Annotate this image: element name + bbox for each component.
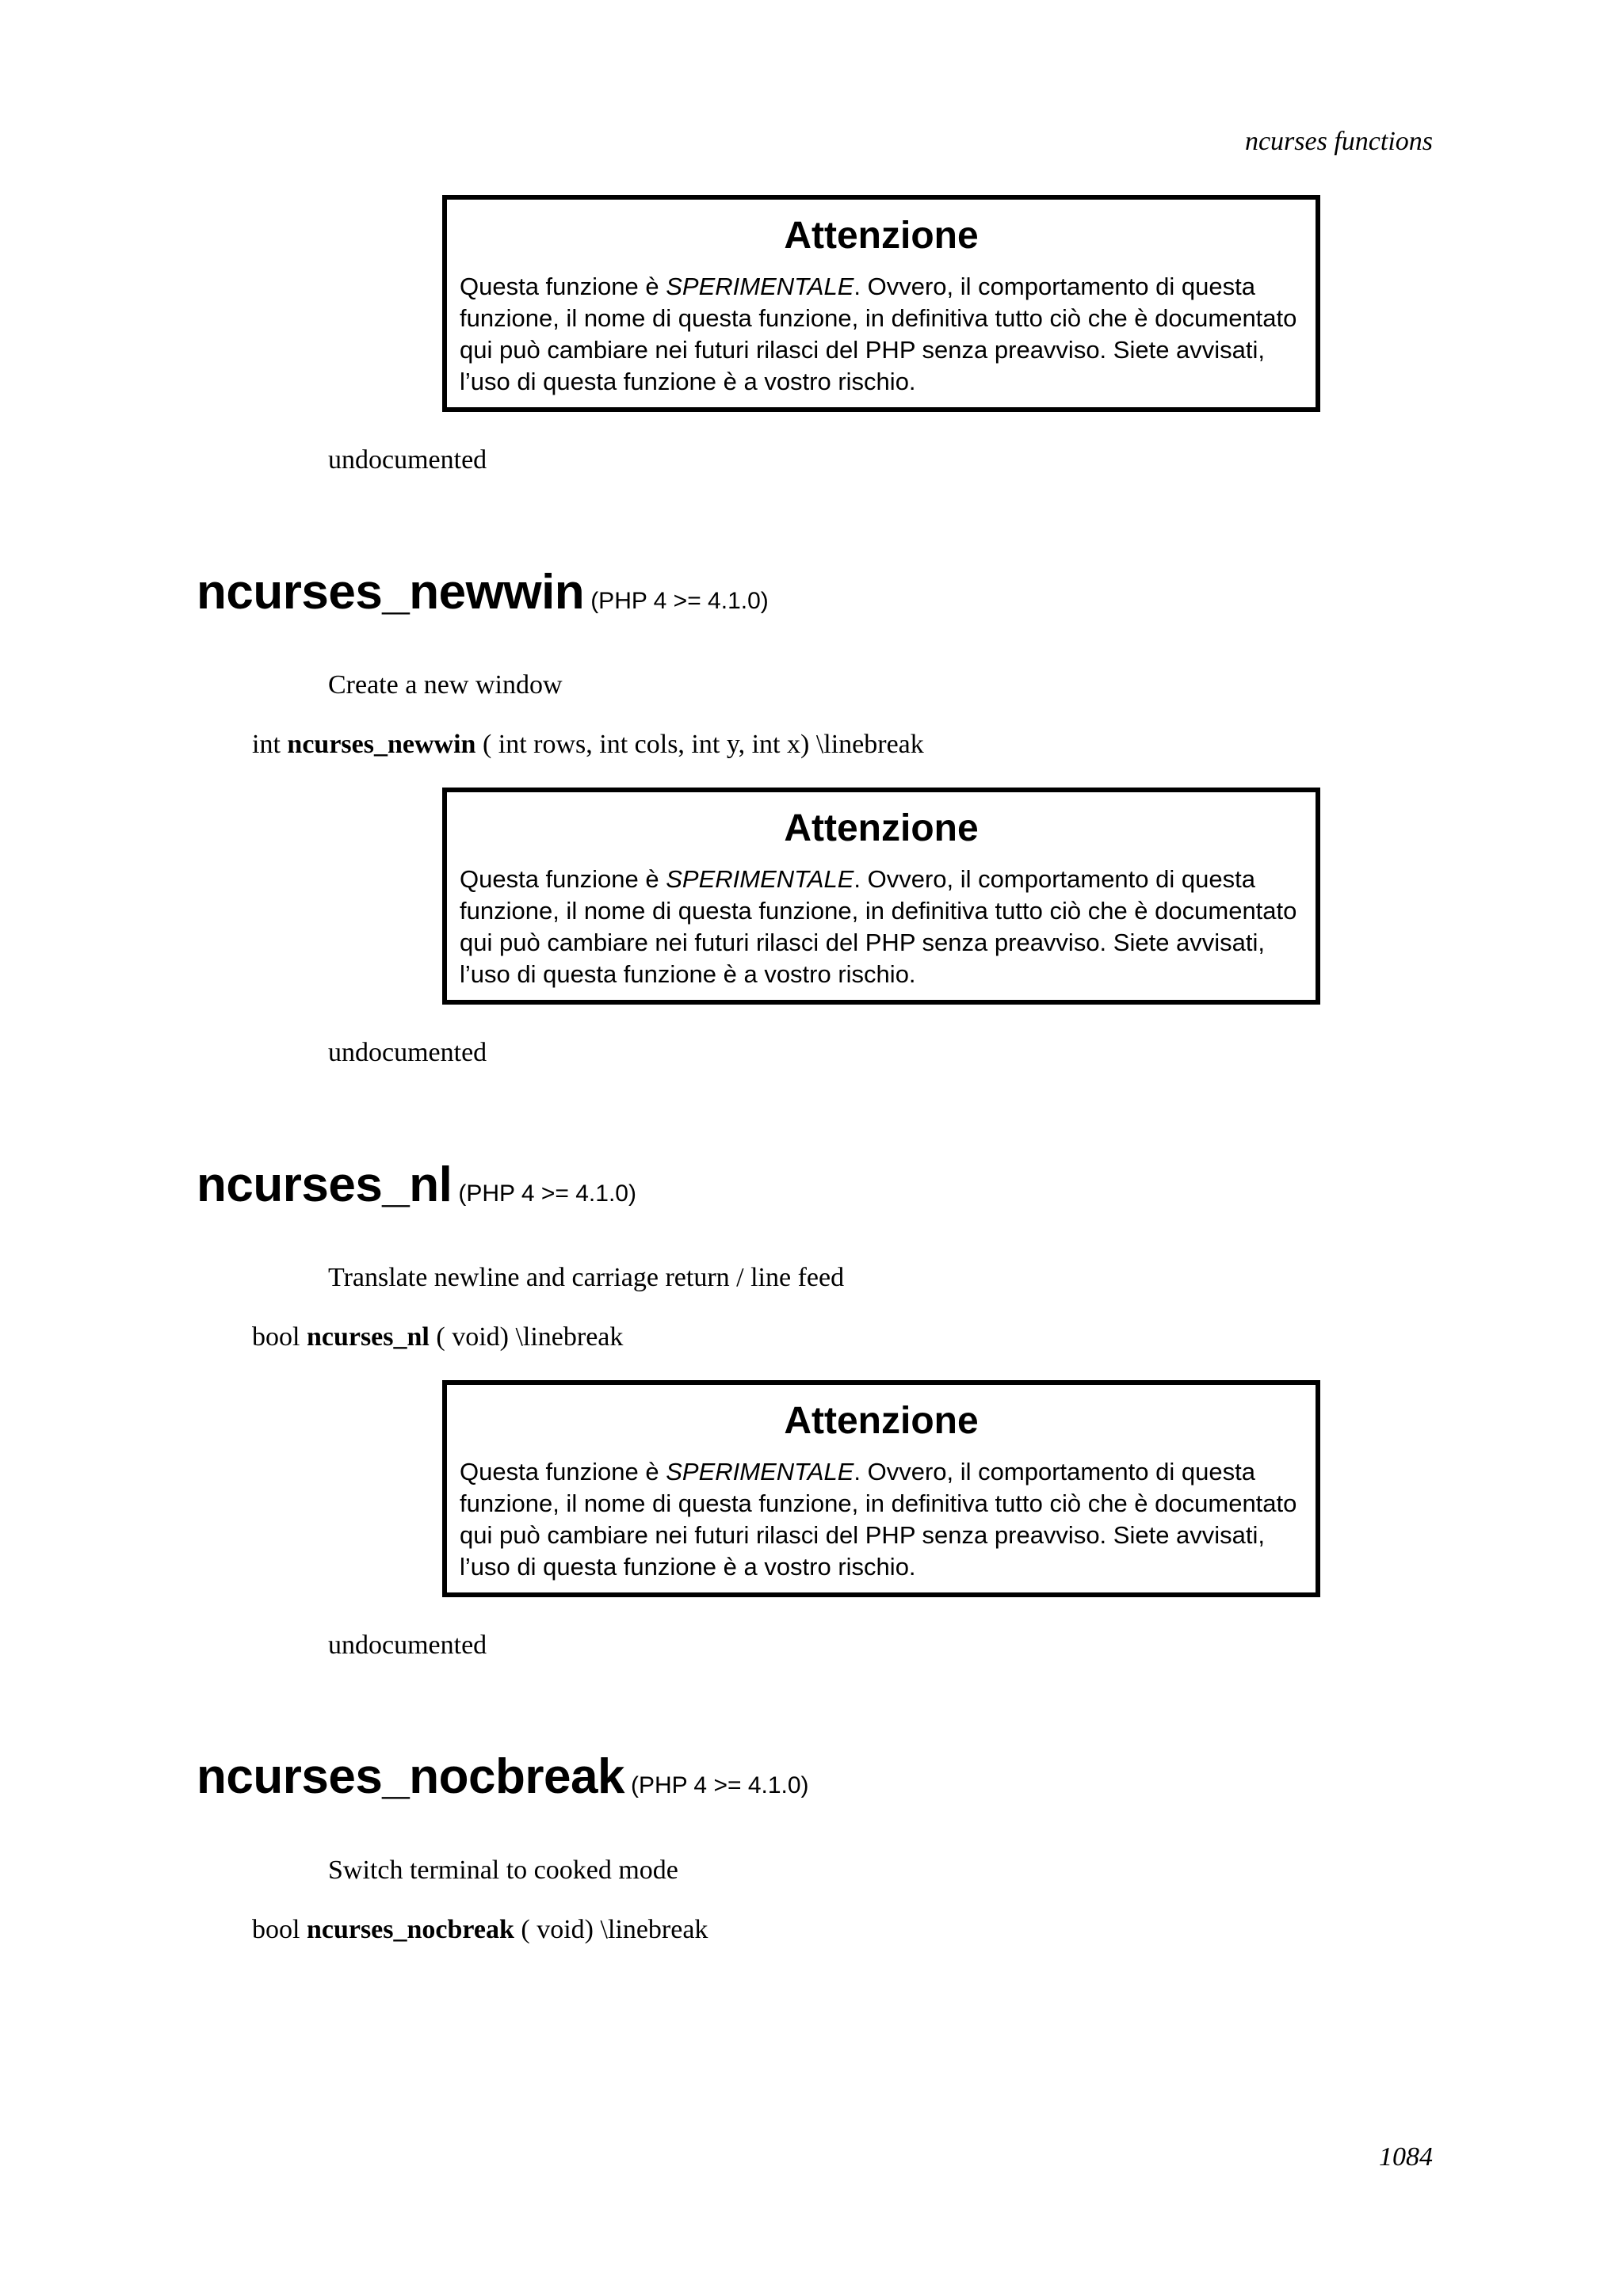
warning-title: Attenzione [784, 807, 979, 849]
warning-text: Questa funzione è SPERIMENTALE. Ovvero, il comportamento di questa funzione, il nome di questa funzione, in definitiva tutto ciò che è documentato qui può cambiare nei futuri rilasci del PHP senza preavviso. Siete avvisati, l’uso di questa funzione è a vostro rischio. [460, 1458, 1297, 1581]
function-description: Switch terminal to cooked mode [328, 1855, 678, 1885]
function-heading [197, 564, 769, 620]
function-version: (PHP 4 >= 4.1.0) [590, 588, 769, 614]
warning-text: Questa funzione è SPERIMENTALE. Ovvero, il comportamento di questa funzione, il nome di questa funzione, in definitiva tutto ciò che è documentato qui può cambiare nei futuri rilasci del PHP senza preavviso. Siete avvisati, l’uso di questa funzione è a vostro rischio. [460, 273, 1297, 395]
warning-text: Questa funzione è SPERIMENTALE. Ovvero, il comportamento di questa funzione, il nome di questa funzione, in definitiva tutto ciò che è documentato qui può cambiare nei futuri rilasci del PHP senza preavviso. Siete avvisati, l’uso di questa funzione è a vostro rischio. [460, 865, 1297, 988]
warning-box [442, 195, 1320, 412]
undocumented-note: undocumented [328, 1630, 487, 1660]
undocumented-note: undocumented [328, 445, 487, 475]
warning-title: Attenzione [784, 1400, 979, 1442]
function-description: Create a new window [328, 670, 563, 700]
function-signature: bool ncurses_nocbreak ( void) \linebreak [252, 1915, 708, 1944]
function-description: Translate newline and carriage return / line feed [328, 1263, 845, 1292]
function-signature: int ncurses_newwin ( int rows, int cols, int y, int x) \linebreak [252, 730, 924, 759]
function-version: (PHP 4 >= 4.1.0) [458, 1180, 636, 1207]
page-number: 1084 [1379, 2142, 1433, 2172]
function-heading [197, 1157, 636, 1213]
warning-title: Attenzione [784, 215, 979, 257]
function-signature: bool ncurses_nl ( void) \linebreak [252, 1322, 624, 1352]
function-heading [197, 1749, 809, 1805]
undocumented-note: undocumented [328, 1038, 487, 1067]
function-name: ncurses_nl [197, 1158, 453, 1212]
warning-box [442, 788, 1320, 1005]
function-name: ncurses_nocbreak [197, 1749, 624, 1804]
function-name: ncurses_newwin [197, 565, 585, 620]
running-header: ncurses functions [1244, 127, 1433, 156]
warning-box [442, 1380, 1320, 1597]
function-version: (PHP 4 >= 4.1.0) [630, 1772, 809, 1798]
